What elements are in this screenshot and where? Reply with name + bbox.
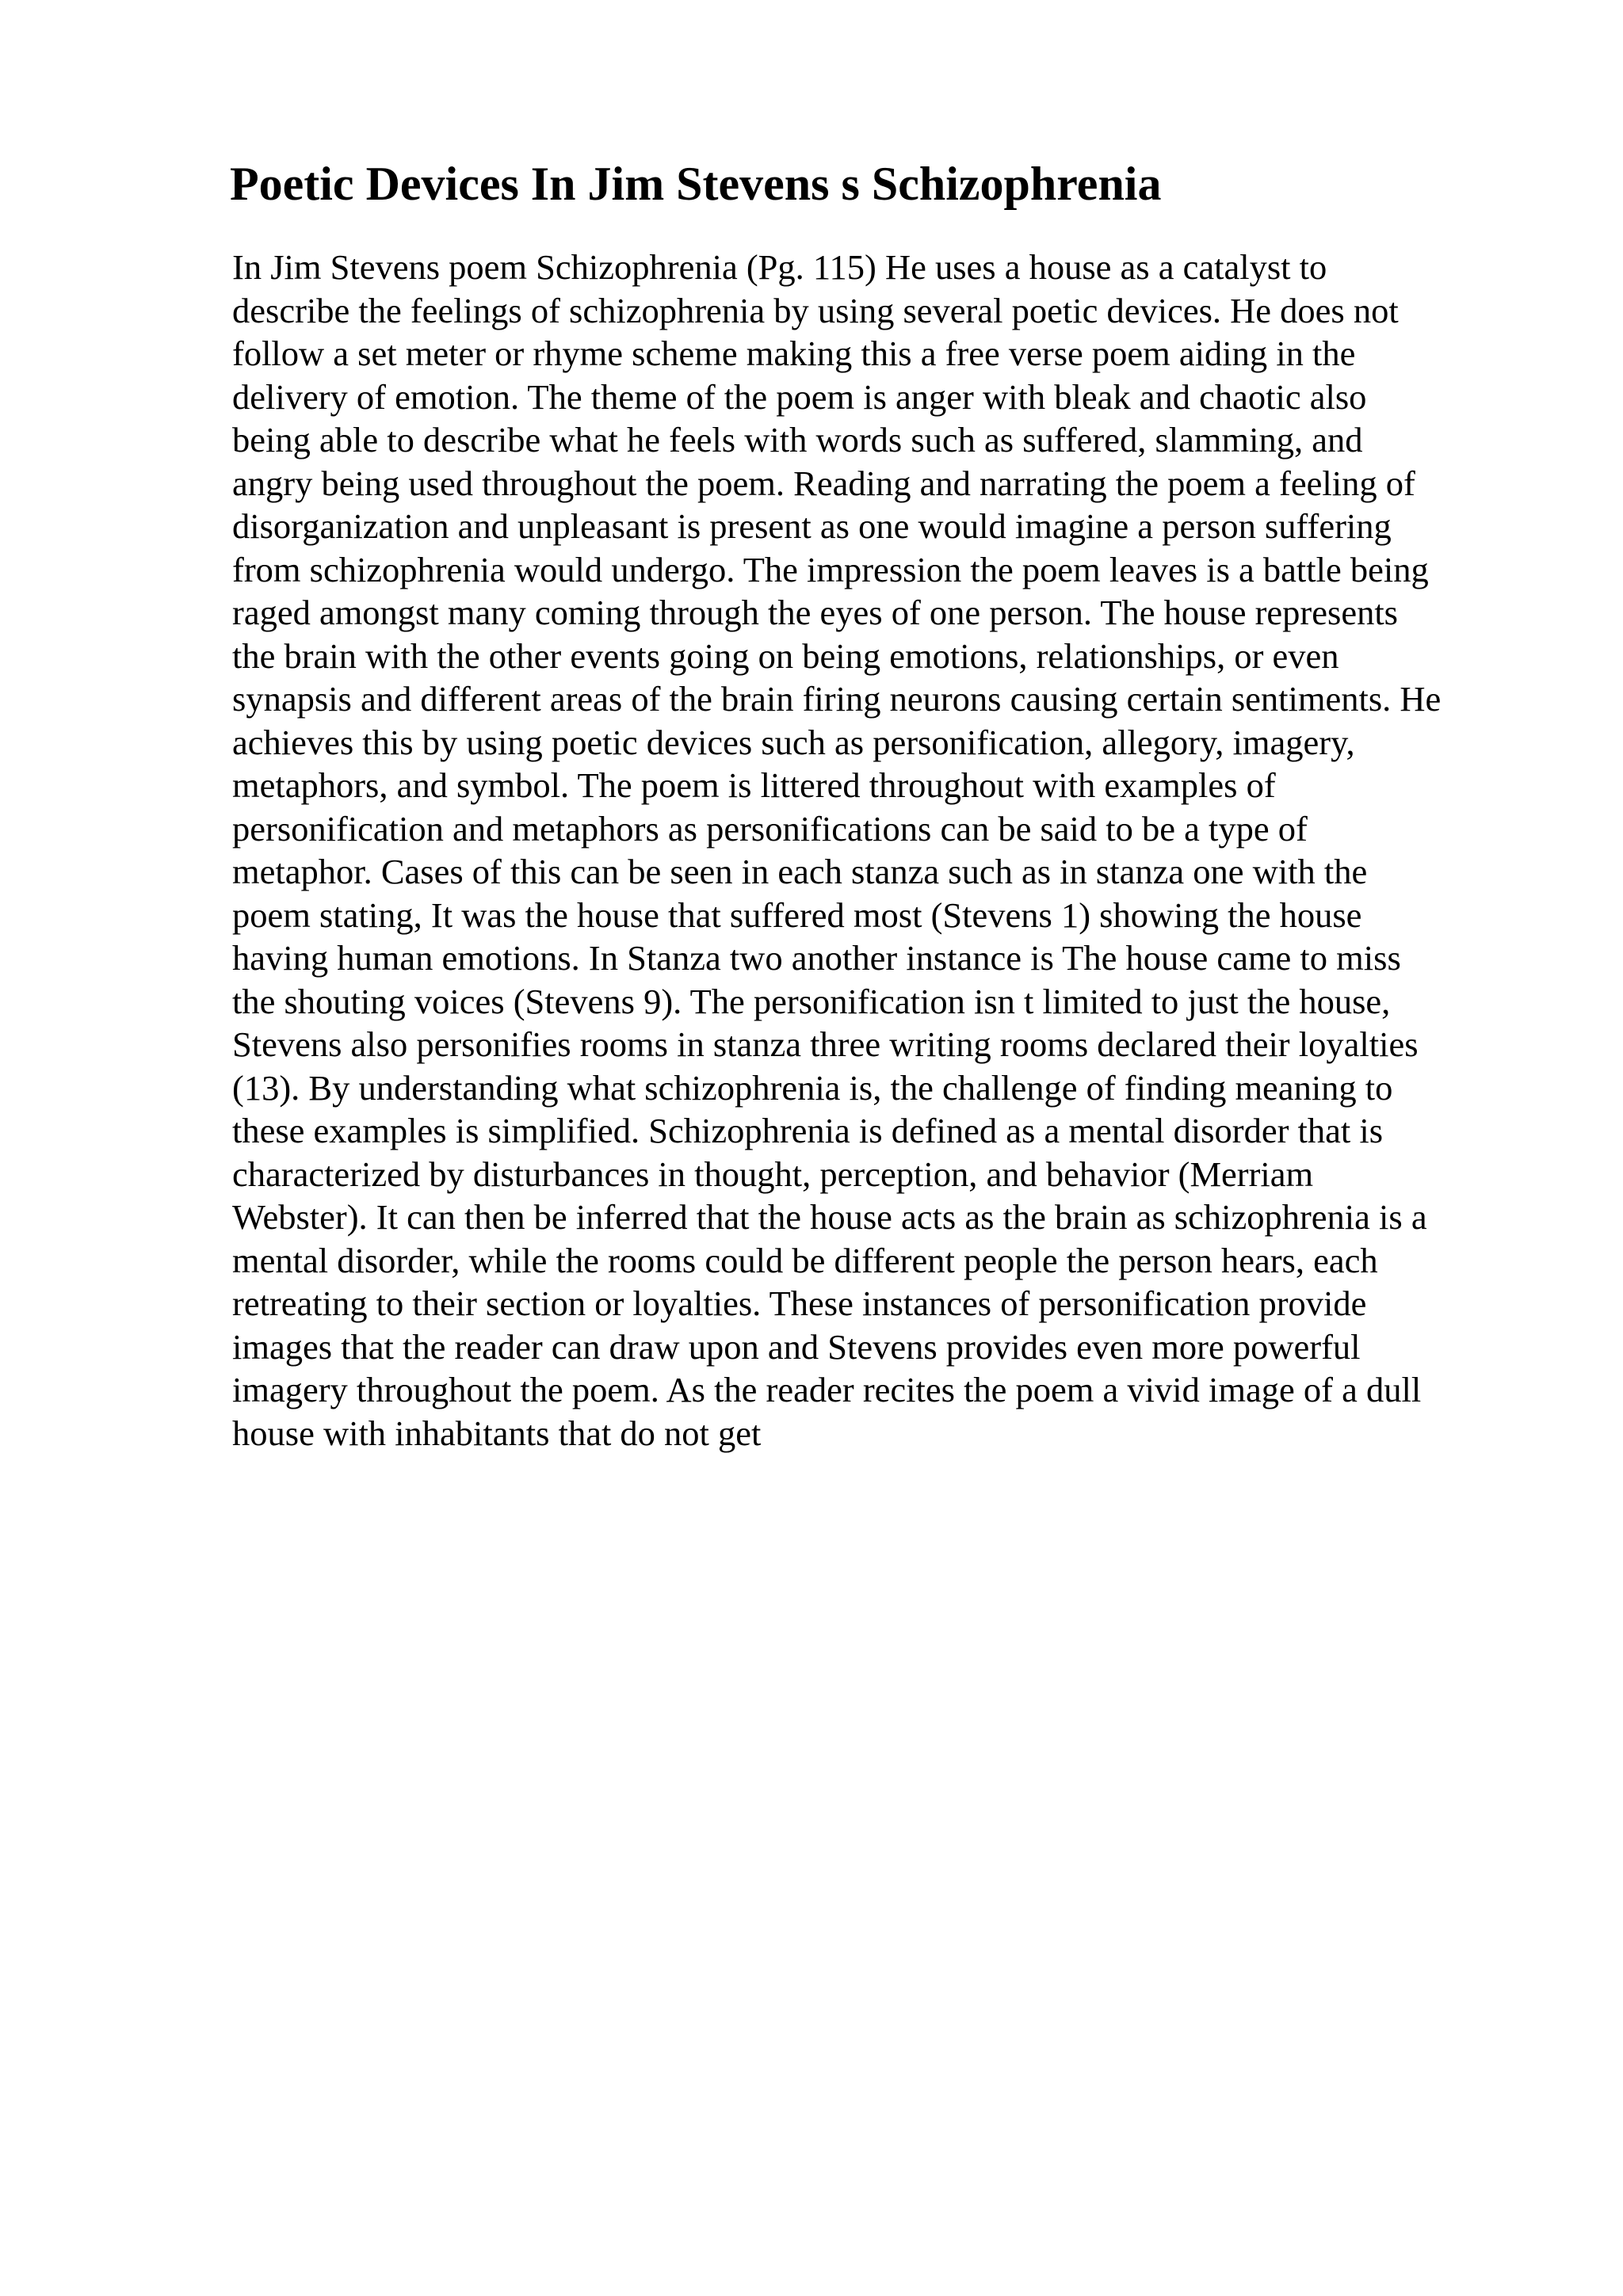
body-line: having human emotions. In Stanza two another instance is The house came to miss	[232, 938, 1401, 978]
body-line: from schizophrenia would undergo. The impression the poem leaves is a battle being	[232, 549, 1429, 589]
body-line: house with inhabitants that do not get	[232, 1413, 762, 1453]
body-line: Webster). It can then be inferred that the house acts as the brain as schizophrenia is a	[232, 1197, 1427, 1237]
body-line: delivery of emotion. The theme of the poem is anger with bleak and chaotic also	[232, 376, 1367, 417]
body-line: the brain with the other events going on being emotions, relationships, or even	[232, 635, 1339, 676]
body-line: poem stating, It was the house that suffered most (Stevens 1) showing the house	[232, 894, 1362, 935]
body-line: imagery throughout the poem. As the reader recites the poem a vivid image of a dull	[232, 1370, 1422, 1409]
body-line: describe the feelings of schizophrenia by using several poetic devices. He does not	[232, 290, 1399, 330]
body-line: being able to describe what he feels with words such as suffered, slamming, and	[232, 420, 1363, 460]
body-line: retreating to their section or loyalties. These instances of personification provide	[232, 1283, 1367, 1323]
body-line: metaphor. Cases of this can be seen in each stanza such as in stanza one with the	[232, 852, 1368, 891]
body-line: characterized by disturbances in thought, perception, and behavior (Merriam	[232, 1154, 1314, 1194]
body-line: follow a set meter or rhyme scheme making this a free verse poem aiding in the	[232, 334, 1356, 373]
body-line: In Jim Stevens poem Schizophrenia (Pg. 115) He uses a house as a catalyst to	[232, 247, 1327, 287]
body-line: the shouting voices (Stevens 9). The personification isn t limited to just the house,	[232, 981, 1391, 1021]
body-line: these examples is simplified. Schizophrenia is defined as a mental disorder that is	[232, 1111, 1384, 1150]
body-line: angry being used throughout the poem. Reading and narrating the poem a feeling of	[232, 463, 1415, 503]
body-line: images that the reader can draw upon and Stevens provides even more powerful	[232, 1326, 1361, 1367]
body-line: raged amongst many coming through the eyes of one person. The house represents	[232, 593, 1398, 632]
document-body	[232, 246, 1579, 1455]
body-line: disorganization and unpleasant is present as one would imagine a person suffering	[232, 506, 1392, 546]
document-title: Poetic Devices In Jim Stevens s Schizophrenia	[230, 158, 1162, 210]
body-line: (13). By understanding what schizophrenia is, the challenge of finding meaning to	[232, 1067, 1393, 1108]
body-line: metaphors, and symbol. The poem is littered throughout with examples of	[232, 765, 1276, 805]
body-line: achieves this by using poetic devices such as personification, allegory, imagery,	[232, 722, 1355, 762]
body-line: personification and metaphors as personifications can be said to be a type of	[232, 808, 1308, 849]
body-line: Stevens also personifies rooms in stanza three writing rooms declared their loyalties	[232, 1024, 1419, 1064]
body-line: synapsis and different areas of the brain firing neurons causing certain sentiments. He	[232, 679, 1442, 719]
body-line: mental disorder, while the rooms could be different people the person hears, each	[232, 1240, 1378, 1280]
